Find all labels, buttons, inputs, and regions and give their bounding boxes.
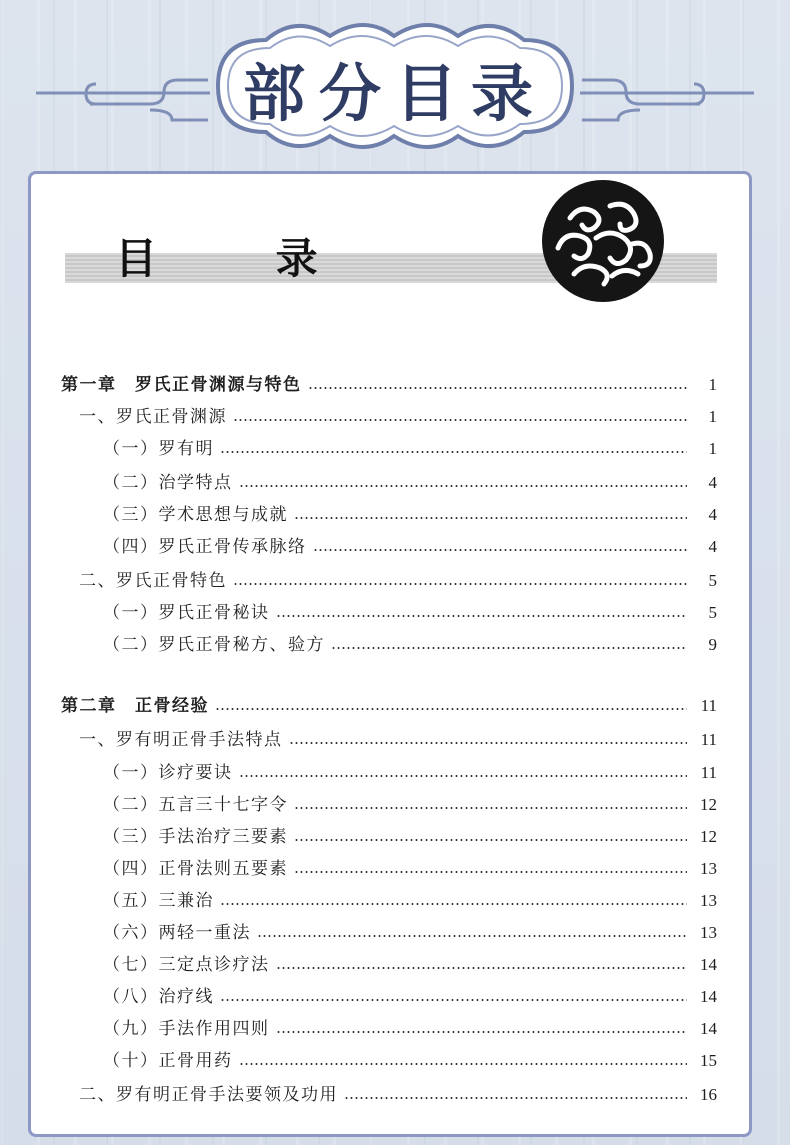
dot-leader — [308, 387, 688, 389]
toc-entry[interactable] — [103, 465, 717, 493]
toc-entry[interactable] — [61, 367, 717, 395]
dot-leader — [276, 967, 688, 969]
header-banner — [0, 0, 790, 160]
dot-leader — [215, 708, 687, 710]
toc-entry[interactable] — [103, 819, 717, 847]
toc-entry[interactable] — [103, 529, 717, 557]
toc-entry-title: （九）手法作用四则 — [103, 1019, 270, 1039]
toc-entry[interactable] — [103, 915, 717, 943]
toc-page-number: 14 — [700, 1019, 717, 1038]
dot-leader — [239, 485, 688, 487]
toc-entry[interactable] — [103, 595, 717, 623]
toc-heading: 目 录 — [115, 234, 370, 283]
toc-entry-title: 二、罗氏正骨特色 — [79, 571, 227, 591]
toc-page-number: 1 — [708, 407, 717, 426]
toc-entry-title: （八）治疗线 — [103, 987, 214, 1007]
dot-leader — [239, 1063, 688, 1065]
toc-entry[interactable] — [103, 627, 717, 655]
toc-entry-title: （三）手法治疗三要素 — [103, 827, 288, 847]
toc-entry-title: （二）罗氏正骨秘方、验方 — [103, 635, 325, 655]
toc-page-number: 14 — [700, 987, 717, 1006]
dot-leader — [220, 999, 687, 1001]
toc-page-number: 13 — [700, 859, 717, 878]
toc-entry-title: （四）罗氏正骨传承脉络 — [103, 537, 307, 557]
toc-entry[interactable] — [103, 947, 717, 975]
dot-leader — [313, 549, 688, 551]
toc-entry[interactable] — [61, 688, 717, 716]
toc-page-number: 4 — [708, 505, 717, 524]
banner-title: 部分目录 — [242, 56, 547, 130]
toc-page-number: 4 — [708, 537, 717, 556]
toc-page-number: 12 — [700, 827, 717, 846]
dot-leader — [289, 742, 688, 744]
dot-leader — [344, 1097, 687, 1099]
toc-entry[interactable] — [103, 851, 717, 879]
toc-entry-title: 第一章 罗氏正骨渊源与特色 — [61, 375, 302, 395]
dot-leader — [294, 517, 687, 519]
toc-entry-title: （一）罗氏正骨秘诀 — [103, 603, 270, 623]
toc-entry[interactable] — [103, 431, 717, 459]
toc-page-number: 1 — [708, 375, 717, 394]
toc-entry-title: 一、罗有明正骨手法特点 — [79, 730, 283, 750]
toc-entry-title: （十）正骨用药 — [103, 1051, 233, 1071]
dot-leader — [294, 807, 687, 809]
toc-page-number: 12 — [700, 795, 717, 814]
toc-entry[interactable] — [103, 787, 717, 815]
toc-page-number: 9 — [708, 635, 717, 654]
toc-entry[interactable] — [103, 1011, 717, 1039]
toc-entry-title: （四）正骨法则五要素 — [103, 859, 288, 879]
toc-entry-title: 一、罗氏正骨渊源 — [79, 407, 227, 427]
cloud-emblem-icon — [540, 178, 666, 304]
dot-leader — [276, 615, 688, 617]
toc-entry[interactable] — [103, 755, 717, 783]
toc-page-number: 15 — [700, 1051, 717, 1070]
dot-leader — [257, 935, 687, 937]
toc-card — [28, 171, 752, 1137]
toc-entry-title: （七）三定点诊疗法 — [103, 955, 270, 975]
toc-page-number: 4 — [708, 473, 717, 492]
toc-page-number: 11 — [700, 763, 717, 782]
dot-leader — [239, 775, 688, 777]
dot-leader — [233, 419, 687, 421]
dot-leader — [220, 903, 687, 905]
toc-page-number: 1 — [708, 439, 717, 458]
dot-leader — [276, 1031, 688, 1033]
toc-entry[interactable] — [79, 563, 717, 591]
dot-leader — [294, 839, 687, 841]
toc-entry[interactable] — [103, 497, 717, 525]
toc-page-number: 11 — [700, 696, 717, 715]
toc-page-number: 14 — [700, 955, 717, 974]
dot-leader — [220, 451, 687, 453]
toc-entry-title: （六）两轻一重法 — [103, 923, 251, 943]
toc-entry-title: （一）罗有明 — [103, 439, 214, 459]
toc-entry[interactable] — [103, 1043, 717, 1071]
toc-page-number: 5 — [708, 603, 717, 622]
toc-entry[interactable] — [79, 1077, 717, 1105]
toc-page-number: 16 — [700, 1085, 717, 1104]
toc-entry[interactable] — [79, 722, 717, 750]
toc-entry-title: 第二章 正骨经验 — [61, 696, 209, 716]
toc-page-number: 13 — [700, 923, 717, 942]
toc-page-number: 11 — [700, 730, 717, 749]
dot-leader — [233, 583, 687, 585]
toc-entry-title: 二、罗有明正骨手法要领及功用 — [79, 1085, 338, 1105]
toc-entry[interactable] — [103, 883, 717, 911]
toc-page-number: 13 — [700, 891, 717, 910]
toc-entry[interactable] — [79, 399, 717, 427]
toc-entry-title: （二）五言三十七字令 — [103, 795, 288, 815]
toc-entry-title: （三）学术思想与成就 — [103, 505, 288, 525]
toc-entry[interactable] — [103, 979, 717, 1007]
dot-leader — [294, 871, 687, 873]
toc-entry-title: （二）治学特点 — [103, 473, 233, 493]
dot-leader — [331, 647, 687, 649]
toc-entry-title: （一）诊疗要诀 — [103, 763, 233, 783]
toc-page-number: 5 — [708, 571, 717, 590]
toc-entry-title: （五）三兼治 — [103, 891, 214, 911]
